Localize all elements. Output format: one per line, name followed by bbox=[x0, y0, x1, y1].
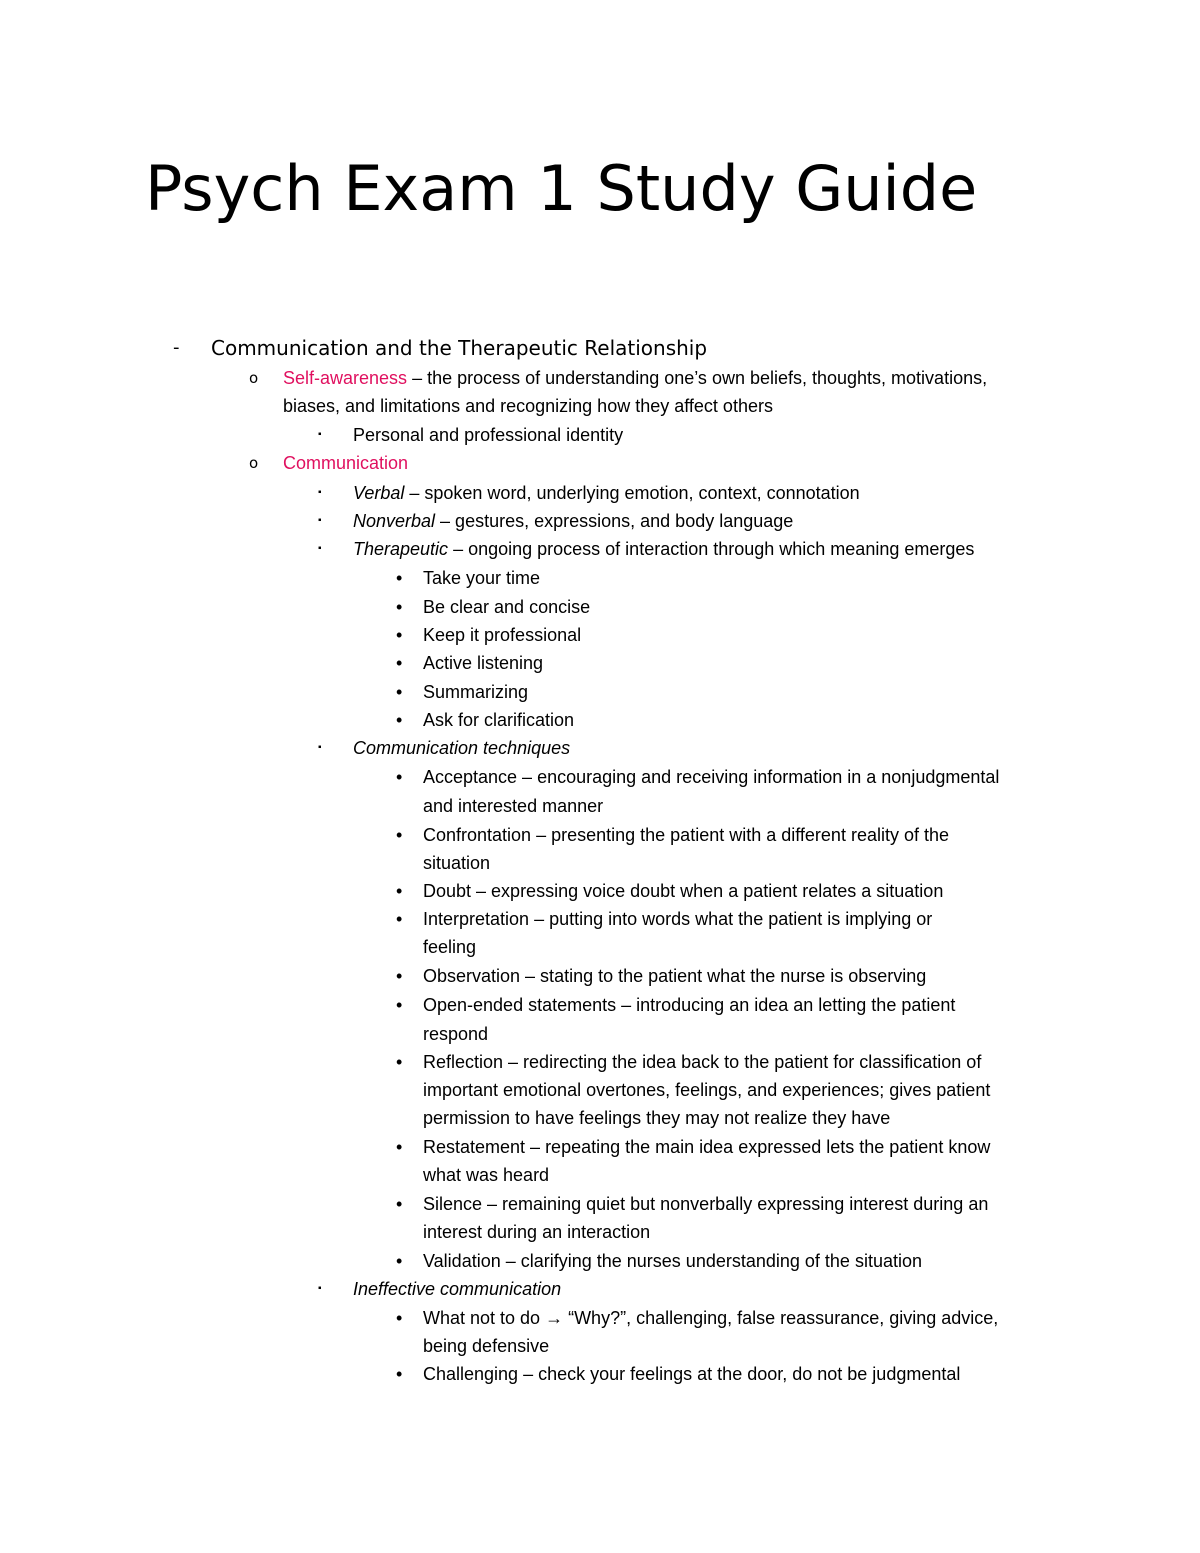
document-title: Psych Exam 1 Study Guide bbox=[145, 152, 978, 225]
nonverbal-definition: – gestures, expressions, and body language bbox=[435, 511, 794, 531]
dot-bullet-icon: • bbox=[396, 966, 403, 986]
square-bullet-icon: ▪ bbox=[318, 429, 322, 440]
dot-bullet-icon: • bbox=[396, 710, 403, 730]
technique-item: Observation – stating to the patient what the nurse is observing bbox=[423, 966, 927, 986]
verbal-definition: – spoken word, underlying emotion, context, connotation bbox=[404, 483, 860, 503]
ineffective-item-cont: being defensive bbox=[423, 1336, 550, 1356]
technique-item-cont: important emotional overtones, feelings, and experiences; gives patient bbox=[423, 1080, 991, 1100]
technique-item: Interpretation – putting into words what the patient is implying or bbox=[423, 909, 933, 929]
technique-item: Open-ended statements – introducing an idea an letting the patient bbox=[423, 995, 956, 1015]
square-bullet-icon: ▪ bbox=[318, 515, 322, 526]
verbal-item bbox=[353, 479, 860, 507]
square-bullet-icon: ▪ bbox=[318, 742, 322, 753]
nonverbal-term: Nonverbal bbox=[353, 511, 436, 531]
list-item: Summarizing bbox=[423, 682, 529, 702]
dash-bullet-icon: - bbox=[173, 337, 180, 358]
technique-item: Reflection – redirecting the idea back to the patient for classification of bbox=[423, 1052, 982, 1072]
ineffective-item: What not to do → “Why?”, challenging, false reassurance, giving advice, bbox=[423, 1308, 999, 1328]
square-bullet-icon: ▪ bbox=[318, 543, 322, 554]
technique-item: Doubt – expressing voice doubt when a patient relates a situation bbox=[423, 881, 944, 901]
dot-bullet-icon: • bbox=[396, 1052, 403, 1072]
square-bullet-icon: ▪ bbox=[318, 1283, 322, 1294]
technique-item: Silence – remaining quiet but nonverbally expressing interest during an bbox=[423, 1194, 989, 1214]
therapeutic-item bbox=[353, 535, 974, 563]
technique-item: Acceptance – encouraging and receiving information in a nonjudgmental bbox=[423, 767, 1000, 787]
technique-item: Confrontation – presenting the patient with a different reality of the bbox=[423, 825, 949, 845]
ineffective-item: Challenging – check your feelings at the door, do not be judgmental bbox=[423, 1364, 961, 1384]
nonverbal-item bbox=[353, 507, 793, 535]
list-item: Be clear and concise bbox=[423, 597, 591, 617]
verbal-term: Verbal bbox=[353, 483, 405, 503]
list-item: Keep it professional bbox=[423, 625, 582, 645]
technique-item-cont: permission to have feelings they may not realize they have bbox=[423, 1108, 891, 1128]
ineffective-term: Ineffective communication bbox=[353, 1279, 562, 1299]
list-item: Active listening bbox=[423, 653, 544, 673]
dot-bullet-icon: • bbox=[396, 1137, 403, 1157]
dot-bullet-icon: • bbox=[396, 881, 403, 901]
square-bullet-icon: ▪ bbox=[318, 487, 322, 498]
dot-bullet-icon: • bbox=[396, 682, 403, 702]
list-item: Personal and professional identity bbox=[353, 425, 624, 445]
technique-item-cont: what was heard bbox=[423, 1165, 550, 1185]
techniques-term: Communication techniques bbox=[353, 738, 571, 758]
self-awareness-definition-cont: biases, and limitations and recognizing how they affect others bbox=[283, 396, 773, 416]
technique-item-cont: interest during an interaction bbox=[423, 1222, 651, 1242]
section-heading: Communication and the Therapeutic Relationship bbox=[211, 336, 708, 360]
technique-item-cont: and interested manner bbox=[423, 796, 604, 816]
self-awareness-definition: – the process of understanding one’s own beliefs, thoughts, motivations, bbox=[407, 368, 988, 388]
therapeutic-definition: – ongoing process of interaction through which meaning emerges bbox=[448, 539, 975, 559]
dot-bullet-icon: • bbox=[396, 909, 403, 929]
therapeutic-term: Therapeutic bbox=[353, 539, 449, 559]
dot-bullet-icon: • bbox=[396, 1194, 403, 1214]
self-awareness-term: Self-awareness bbox=[283, 368, 408, 388]
circle-bullet-icon: o bbox=[249, 369, 259, 387]
dot-bullet-icon: • bbox=[396, 625, 403, 645]
technique-item-cont: situation bbox=[423, 853, 491, 873]
dot-bullet-icon: • bbox=[396, 767, 403, 787]
dot-bullet-icon: • bbox=[396, 1364, 403, 1384]
list-item: Take your time bbox=[423, 568, 541, 588]
dot-bullet-icon: • bbox=[396, 825, 403, 845]
communication-term: Communication bbox=[283, 453, 409, 473]
technique-item-cont: feeling bbox=[423, 937, 477, 957]
self-awareness-item bbox=[283, 364, 987, 392]
dot-bullet-icon: • bbox=[396, 1251, 403, 1271]
list-item: Ask for clarification bbox=[423, 710, 575, 730]
circle-bullet-icon: o bbox=[249, 454, 259, 472]
dot-bullet-icon: • bbox=[396, 653, 403, 673]
dot-bullet-icon: • bbox=[396, 597, 403, 617]
technique-item-cont: respond bbox=[423, 1024, 489, 1044]
dot-bullet-icon: • bbox=[396, 1308, 403, 1328]
technique-item: Restatement – repeating the main idea expressed lets the patient know bbox=[423, 1137, 991, 1157]
dot-bullet-icon: • bbox=[396, 568, 403, 588]
dot-bullet-icon: • bbox=[396, 995, 403, 1015]
technique-item: Validation – clarifying the nurses understanding of the situation bbox=[423, 1251, 922, 1271]
